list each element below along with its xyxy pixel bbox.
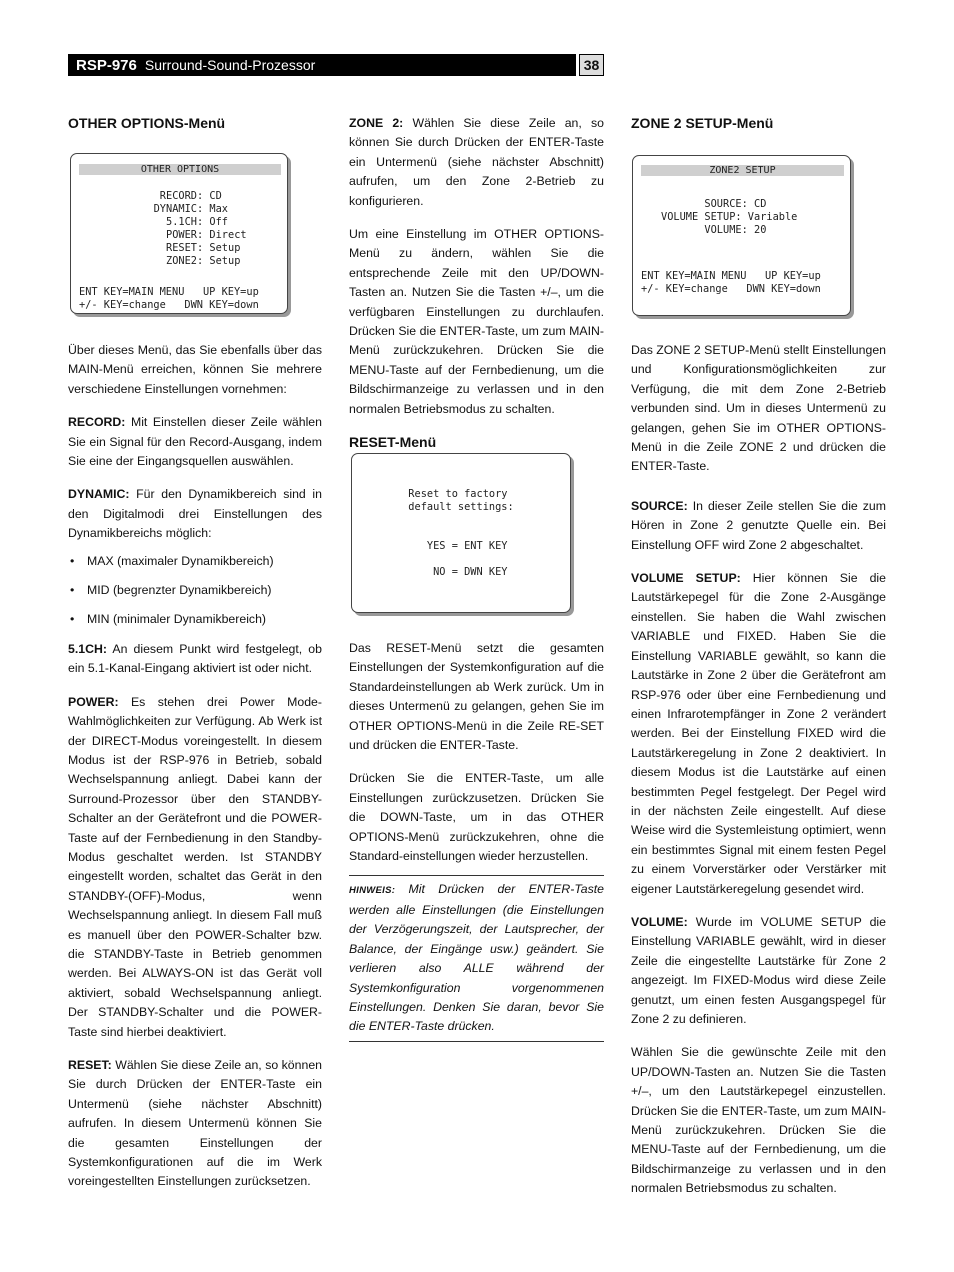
list-item: • MAX (maximaler Dynamikbereich) [68, 552, 322, 571]
page-number: 38 [579, 54, 604, 76]
reset-label: RESET: [68, 1058, 112, 1072]
dynamic-label: DYNAMIC: [68, 487, 130, 502]
other-options-heading: OTHER OPTIONS-Menü [68, 115, 226, 131]
list-item: • MIN (minimaler Dynamikbereich) [68, 610, 322, 629]
screen-menu-lines: RECORD: CD DYNAMIC: Max 5.1CH: Off POWER: Direct RESET: Setup ZONE2: Setup [153, 190, 247, 267]
record-paragraph [68, 413, 322, 471]
screen-key-footer: ENT KEY=MAIN MENU UP KEY=up +/- KEY=change DWN KEY=down [79, 286, 259, 311]
change-setting-paragraph: Um eine Einstellung im OTHER OPTIONS-Menü zu ändern, wählen Sie die entsprechende Zeile mit den UP/DOWN-Tasten an. Nutzen Sie die Tasten +/–, um die verfügbaren Einstellungen zu durchlaufen. Drücken Sie die ENTER-Taste, um zum MAIN-Menü zurückzukehren. Drücken Sie die MENU-Taste auf der Fernbedienung, um die Bildschirmanzeige zu verlassen und in den normalen Betriebsmodus zu schalten. [349, 227, 604, 416]
column-middle-body [349, 639, 604, 1042]
screen-title-bar: OTHER OPTIONS [79, 164, 281, 175]
volume-paragraph [631, 913, 886, 1029]
source-text: In dieser Zeile stellen Sie die zum Hören in Zone 2 genutzte Quelle ein. Bei Einstellung OFF wird Zone 2 abgeschaltet. [631, 498, 886, 552]
power-label: POWER: [68, 694, 119, 709]
screen-menu-lines: SOURCE: CD VOLUME SETUP: Variable VOLUME: 20 [661, 198, 798, 236]
reset-screen [351, 453, 571, 613]
zone2-setup-heading: ZONE 2 SETUP-Menü [631, 115, 774, 131]
column-left-body [68, 341, 322, 1206]
screen-key-footer: ENT KEY=MAIN MENU UP KEY=up +/- KEY=change DWN KEY=down [641, 270, 821, 295]
reset-instructions: Drücken Sie die ENTER-Taste, um alle Einstellungen zurückzusetzen. Drücken Sie die DOWN-Taste, um in das OTHER OPTIONS-Menü zurückzukehren, ohne die Standard-einstellungen wieder herzustellen. [349, 771, 604, 864]
reset-screen-lines: Reset to factory default settings: YES = ENT KEY NO = DWN KEY [408, 488, 514, 578]
zone2-instructions: Wählen Sie die gewünschte Zeile mit den UP/DOWN-Tasten an. Nutzen Sie die Tasten +/–, um den Lautstärkepegel einzustellen. Drücken Sie die ENTER-Taste, um zum MAIN-Menü zurückzukehren. Drücken Sie die MENU-Taste auf der Fernbedienung, um die Bildschirmanzeige zu verlassen und in den normalen Betriebsmodus zu schalten. [631, 1045, 886, 1196]
ch51-paragraph [68, 640, 322, 679]
power-paragraph [68, 693, 322, 1042]
record-text: Mit Einstellen dieser Zeile wählen Sie ein Signal für den Record-Ausgang, indem Sie eine der Eingangsquellen auswählen. [68, 415, 322, 469]
reset-description: Das RESET-Menü setzt die gesamten Einstellungen der Systemkonfiguration auf die Standardeinstellungen ab Werk zurück. Um in dieses Untermenü zu gelangen, gehen Sie im OTHER OPTIONS-Menü in die Zeile RE-SET und drücken die ENTER-Taste. [349, 641, 604, 753]
dynamic-options-list [68, 552, 322, 630]
ch51-label: 5.1CH: [68, 641, 107, 656]
zone2-intro: Das ZONE 2 SETUP-Menü stellt Einstellungen und Konfigurationsmöglichkeiten zur Verfügung, die mit dem Zone 2-Betrieb verbunden sind. Um in dieses Untermenü zu gelangen, gehen Sie im OTHER OPTIONS-Menü in die Zeile ZONE 2 und drücken die ENTER-Taste. [631, 343, 886, 474]
zone2-label: ZONE 2: [349, 116, 404, 130]
list-item: • MID (begrenzter Dynamikbereich) [68, 581, 322, 600]
source-paragraph [631, 497, 886, 555]
other-options-screen [70, 153, 288, 314]
screen-title-bar: ZONE2 SETUP [641, 165, 844, 176]
reset-paragraph [68, 1056, 322, 1192]
column-right-body [631, 341, 886, 1213]
column-left [68, 114, 322, 133]
note-box [349, 875, 604, 1041]
volume-setup-label: VOLUME SETUP: [631, 571, 741, 586]
dynamic-text: Für den Dynamikbereich sind in den Digitalmodi drei Einstellungen des Dynamikbereichs möglich: [68, 487, 322, 541]
volume-label: VOLUME: [631, 914, 688, 929]
note-label: HINWEIS: [349, 885, 396, 897]
zone2-text: Wählen Sie diese Zeile an, so können Sie durch Drücken der ENTER-Taste ein Untermenü (siehe nächster Abschnitt) aufrufen, um den Zone 2-Betrieb zu konfigurieren. [349, 116, 604, 208]
power-text: Es stehen drei Power Mode-Wahlmöglichkeiten zur Verfügung. Ab Werk ist der DIRECT-Modus voreingestellt. In diesem Modus ist der RSP-976 in Betrieb, sobald Wechselspannung anliegt. Dabei kann der Surround-Prozessor über den STANDBY-Schalter an der Gerätefront und die POWER-Taste auf der Fernbedienung in den Standby-Modus geschaltet werden. Ist STANDBY eingestellt worden, schaltet das Gerät in den STANDBY-(OFF)-Modus, wenn Wechselspannung anliegt. In diesem Fall muß es manuell über den POWER-Schalter bzw. die STANDBY-Taste in Betrieb genommen werden. Bei ALWAYS-ON ist das Gerät voll aktiviert, sobald Wechselspannung anliegt. Der STANDBY-Schalter und die POWER-Taste sind hierbei deaktiviert. [68, 694, 322, 1039]
reset-text: Wählen Sie diese Zeile an, so können Sie durch Drücken der ENTER-Taste ein Untermenü (siehe nächster Abschnitt) aufrufen. In diesem Untermenü können Sie die gesamten Einstellungen der Systemkonfigurationen auf die im Werk voreingestellten Einstellungen zurücksetzen. [68, 1058, 322, 1189]
record-label: RECORD: [68, 415, 126, 430]
product-subtitle: Surround-Sound-Prozessor [144, 57, 316, 73]
zone2-setup-screen [632, 155, 851, 316]
reset-menu-heading: RESET-Menü [349, 434, 437, 451]
note-text: Mit Drücken der ENTER-Taste werden alle Einstellungen (die Einstellungen der Verzögerungszeit, der Lautsprecher, der Balance, der Eingänge usw.) geändert. Sie verlieren also ALLE während der Systemkonfiguration vorgenommenen Einstellungen. Denken Sie daran, bevor Sie die ENTER-Taste drücken. [349, 882, 604, 1034]
model-name: RSP-976 [76, 56, 137, 74]
volume-setup-paragraph [631, 569, 886, 899]
page-header-bar [68, 54, 576, 76]
volume-setup-text: Hier können Sie die Lautstärkepegel für die Zone 2-Ausgänge einstellen. Sie haben die Wahl zwischen VARIABLE und FIXED. Haben Sie die Einstellung VARIABLE gewählt, so kann die Lautstärke in Zone 2 über die Gerätefront am RSP-976 oder über eine Fernbedienung und einen Infrarotempfänger in Zone 2 verändert werden. Bei der Einstellung FIXED wird die Lautstärkeregelung in Zone 2 deaktiviert. In diesem Modus ist die Lautstärke auf einen bestimmten Pegel festgelegt. Der Pegel wird in der nächsten Zeile eingestellt. Auf diese Weise wird die Systemleistung optimiert, wenn ein bestimmtes Signal mit einem festen Pegel zu einem Vorverstärker oder Verstärker mit eigener Lautstärkeregelung gesendet wird. [631, 571, 886, 896]
source-label: SOURCE: [631, 498, 688, 513]
dynamic-paragraph [68, 485, 322, 543]
column-middle [349, 114, 604, 453]
volume-text: Wurde im VOLUME SETUP die Einstellung VARIABLE gewählt, wird in dieser Zeile die eingestellte Lautstärke für Zone 2 angezeigt. Im FIXED-Modus wird diese Zeile genutzt, um einen festen Ausgangspegel für Zone 2 zu definieren. [631, 914, 886, 1026]
intro-paragraph: Über dieses Menü, das Sie ebenfalls über das MAIN-Menü erreichen, können Sie mehrere verschiedene Einstellungen vornehmen: [68, 343, 322, 396]
column-right [631, 114, 886, 133]
zone2-paragraph [349, 114, 604, 211]
ch51-text: An diesem Punkt wird festgelegt, ob ein 5.1-Kanal-Eingang aktiviert ist oder nicht. [68, 641, 322, 676]
